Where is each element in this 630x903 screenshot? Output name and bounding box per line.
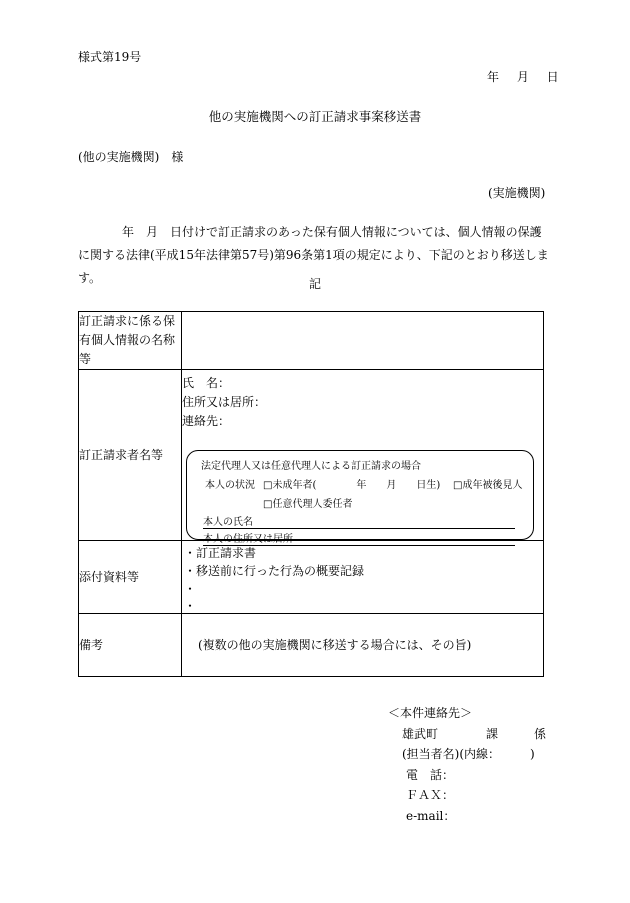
sender-institution: (実施機関) (488, 186, 546, 200)
remarks-row (79, 614, 544, 677)
contact-section: 課 (486, 727, 499, 741)
date-line: 年 月 日 (487, 70, 559, 84)
contact-heading: ＜本件連絡先＞ (388, 706, 473, 720)
voluntary-agent-checkbox[interactable]: □任意代理人委任者 (263, 499, 353, 510)
requester-contact-line[interactable]: 連絡先： (182, 414, 231, 428)
contact-fax: ＦＡＸ： (406, 788, 455, 802)
ki-heading: 記 (308, 277, 321, 291)
principal-address-field[interactable]: 本人の住所又は居所 (203, 530, 515, 546)
remarks-label: 備考 (79, 614, 182, 677)
requester-value-cell (182, 370, 544, 545)
transfer-details-table (78, 311, 544, 677)
minor-checkbox[interactable]: □未成年者( 年 月 日生) (263, 480, 441, 491)
attachments-row (79, 541, 544, 614)
document-title: 他の実施機関への訂正請求事案移送書 (208, 109, 422, 124)
addressee: (他の実施機関) 様 (78, 150, 184, 164)
proxy-heading: 法定代理人又は任意代理人による訂正請求の場合 (201, 461, 421, 472)
requester-label: 訂正請求者名等 (79, 370, 182, 541)
contact-town: 雄武町 (402, 727, 439, 741)
contact-phone: 電 話： (406, 768, 455, 782)
info-row (79, 312, 544, 370)
body-text: 年 月 日付けで訂正請求のあった保有個人情報については、個人情報の保護に関する法律(平成15年法律第57号)第96条第1項の規定により、下記のとおり移送します。 (78, 225, 549, 285)
contact-email: e-mail： (406, 809, 456, 823)
principal-status-label: 本人の状況 (205, 480, 255, 491)
attachments-value-cell (182, 541, 544, 614)
adult-guardian-checkbox[interactable]: □成年被後見人 (453, 480, 523, 491)
attachments-label: 添付資料等 (79, 541, 182, 614)
remarks-note: (複数の他の実施機関に移送する場合には、その旨) (198, 638, 472, 652)
proxy-request-box (186, 450, 534, 545)
attachment-item[interactable]: ・ (184, 582, 197, 596)
info-label: 訂正請求に係る保有個人情報の名称等 (79, 312, 182, 370)
form-number: 様式第19号 (78, 50, 142, 64)
contact-unit: 係 (534, 727, 547, 741)
requester-address-line[interactable]: 住所又は居所： (182, 395, 267, 409)
requester-name-line[interactable]: 氏 名： (182, 376, 231, 390)
attachment-item: ・訂正請求書 (184, 546, 257, 560)
attachment-item: ・移送前に行った行為の概要記録 (184, 564, 365, 578)
principal-name-field[interactable]: 本人の氏名 (203, 513, 515, 529)
remarks-value-cell[interactable] (182, 614, 544, 677)
attachment-item[interactable]: ・ (184, 599, 197, 613)
contact-person: (担当者名)(内線： ) (402, 747, 535, 761)
requester-row (79, 370, 544, 541)
info-value-cell[interactable] (182, 312, 544, 370)
